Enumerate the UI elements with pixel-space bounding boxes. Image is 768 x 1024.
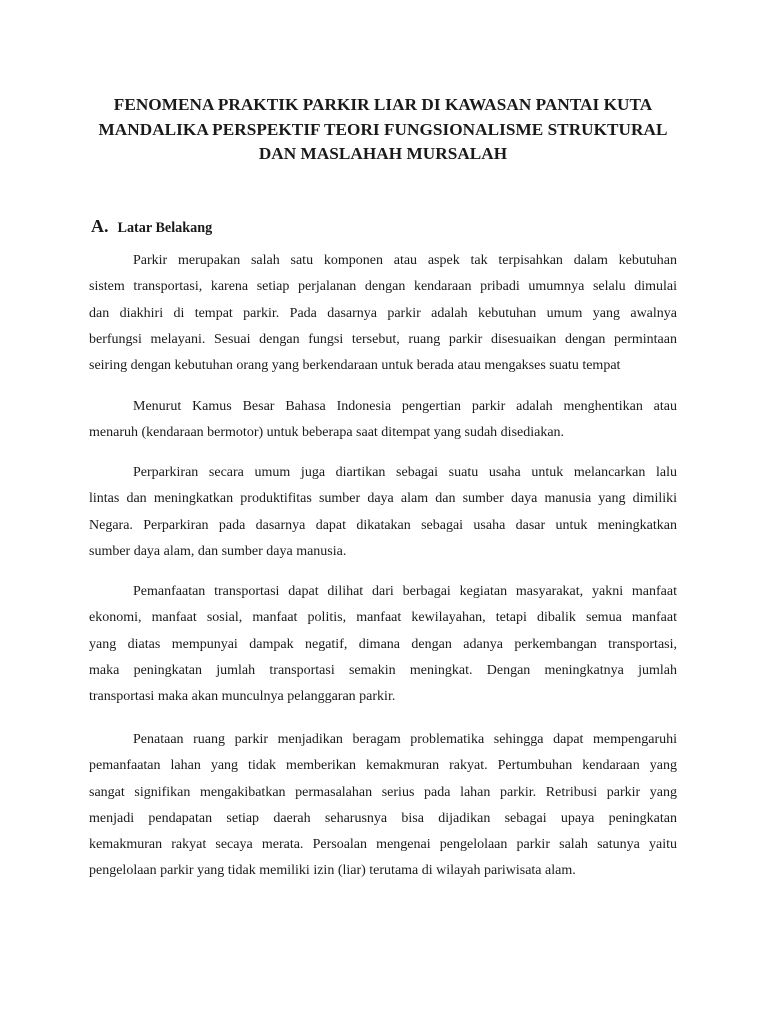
paragraph-line: Perparkiran secara umum juga diartikan sebagai suatu usaha untuk melancarkan lalu (133, 465, 677, 480)
title-line-2: MANDALIKA PERSPEKTIF TEORI FUNGSIONALISME STRUKTURAL (98, 119, 668, 139)
paragraph-line: Penataan ruang parkir menjadikan beragam problematika sehingga dapat mempengaruhi (133, 732, 677, 747)
title-line-1: FENOMENA PRAKTIK PARKIR LIAR DI KAWASAN PANTAI KUTA (113, 95, 653, 114)
paragraph-1 (89, 248, 677, 379)
paragraph-line: dan diakhiri di tempat parkir. Pada dasarnya parkir adalah kebutuhan umum yang awalnya (89, 305, 677, 321)
paragraph-line: kemakmuran rakyat secaya merata. Persoalan mengenai pengelolaan parkir salah satunya yaitu (89, 837, 677, 853)
paragraph-line: Negara. Perparkiran pada dasarnya dapat dikatakan sebagai usaha dasar untuk meningkatkan (89, 517, 677, 533)
section-letter: A. (91, 216, 109, 236)
paragraph-line: lintas dan meningkatkan produktifitas sumber daya alam dan sumber daya manusia yang dimiliki (89, 491, 677, 507)
paragraph-line: sumber daya alam, dan sumber daya manusia. (89, 543, 347, 559)
paragraph-line: ekonomi, manfaat sosial, manfaat politis, manfaat kewilayahan, tetapi dibalik semua manfaat (89, 610, 677, 626)
paragraph-line: pengelolaan parkir yang tidak memiliki izin (liar) terutama di wilayah pariwisata alam. (89, 863, 576, 879)
paragraph-line: pemanfaatan lahan yang tidak memberikan kemakmuran rakyat. Pertumbuhan kendaraan yang (89, 758, 677, 774)
title-line-3: DAN MASLAHAH MURSALAH (258, 144, 508, 163)
paragraph-line: transportasi maka akan munculnya pelanggaran parkir. (89, 689, 396, 705)
paragraph-line: seiring dengan kebutuhan orang yang berkendaraan untuk berada atau mengakses suatu tempat (89, 358, 621, 374)
paragraph-line: menjadi pendapatan setiap daerah seharusnya bisa dijadikan sebagai upaya peningkatan (89, 810, 677, 826)
paragraph-2 (89, 394, 677, 447)
section-label: Latar Belakang (117, 220, 213, 236)
paragraph-line: berfungsi melayani. Sesuai dengan fungsi tersebut, ruang parkir disesuaikan dengan permintaan (89, 331, 677, 347)
document-title (89, 93, 677, 167)
paragraph-line: sangat signifikan mengakibatkan permasalahan serius pada lahan parkir. Retribusi parkir yang (89, 784, 677, 800)
paragraph-line: Menurut Kamus Besar Bahasa Indonesia pengertian parkir adalah menghentikan atau (133, 399, 677, 414)
paragraph-3 (89, 460, 677, 565)
paragraph-5 (89, 727, 677, 885)
paragraph-line: Parkir merupakan salah satu komponen atau aspek tak terpisahkan dalam kebutuhan (133, 253, 677, 268)
paragraph-line: sistem transportasi, karena setiap perjalanan dengan kendaraan pribadi umumnya selalu dimulai (89, 279, 677, 295)
paragraph-line: maka peningkatan jumlah transportasi semakin meningkat. Dengan meningkatnya jumlah (89, 662, 677, 678)
paragraph-line: Pemanfaatan transportasi dapat dilihat dari berbagai kegiatan masyarakat, yakni manfaat (133, 584, 677, 599)
paragraph-line: yang diatas mempunyai dampak negatif, dimana dengan adanya perkembangan transportasi, (89, 636, 677, 652)
paragraph-line: menaruh (kendaraan bermotor) untuk beberapa saat ditempat yang sudah disediakan. (89, 425, 565, 441)
paragraph-4 (89, 579, 677, 710)
section-heading (91, 215, 212, 239)
